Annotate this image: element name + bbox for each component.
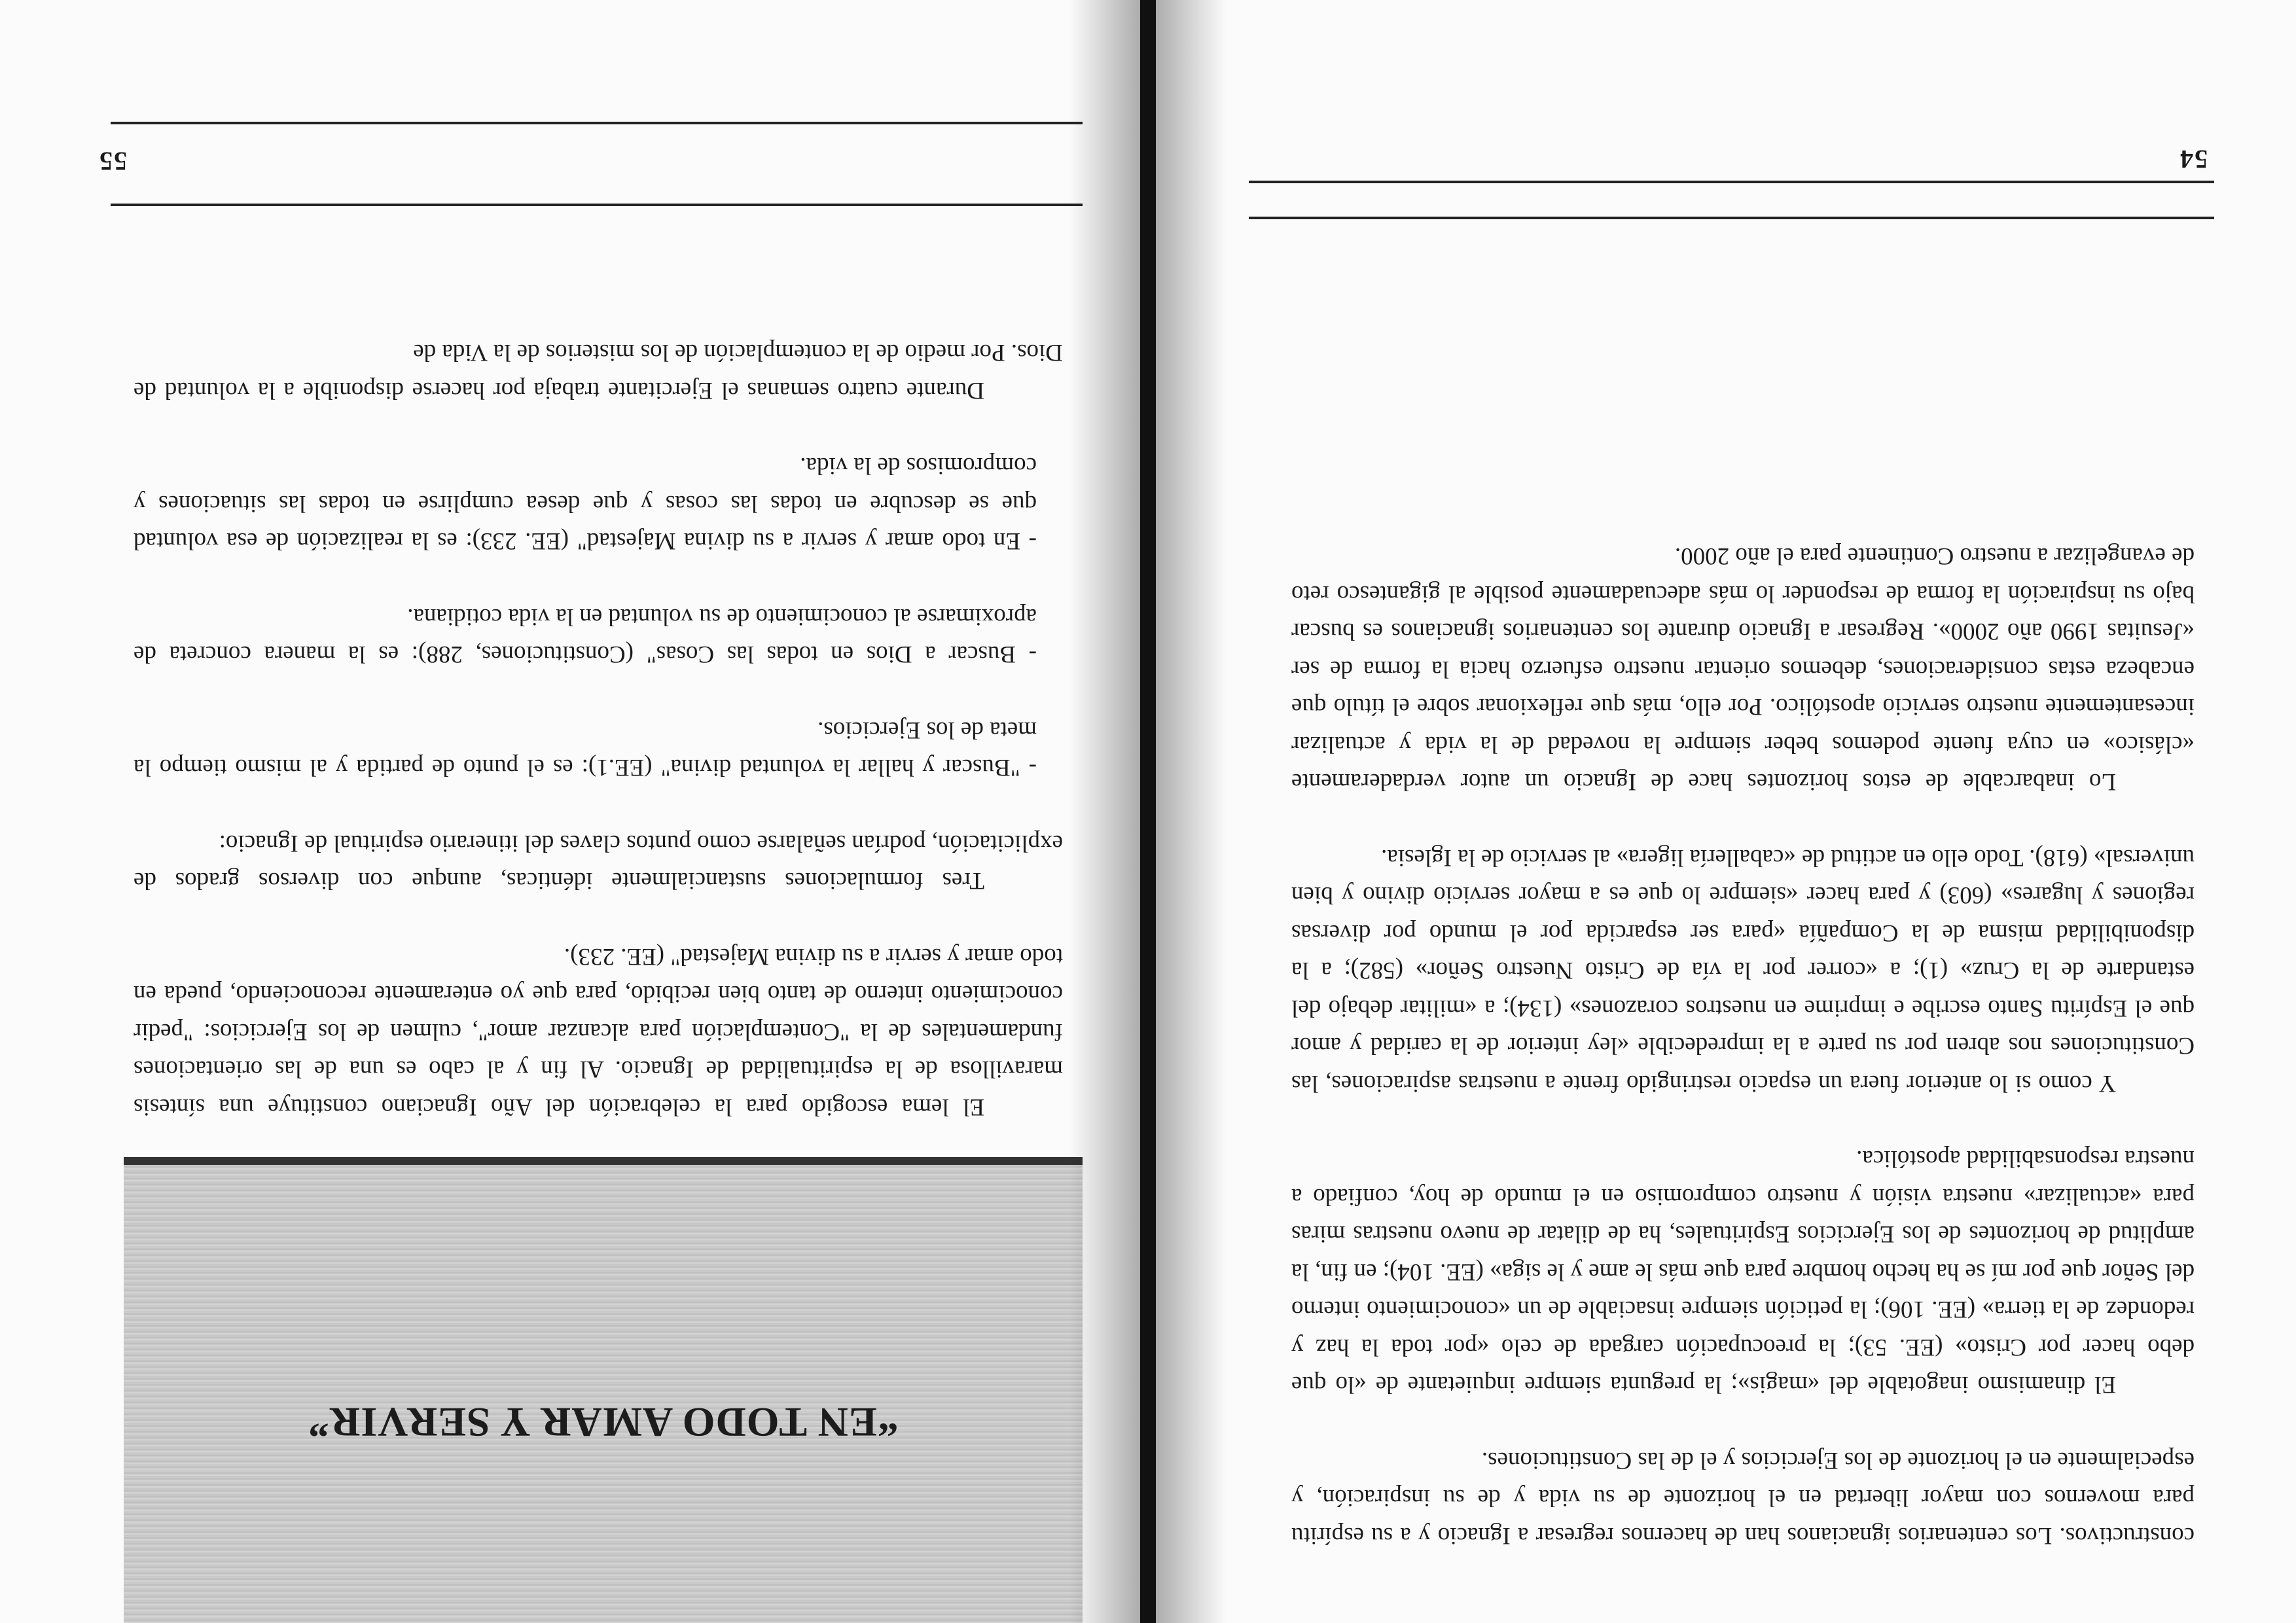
header-rule-top	[1249, 217, 2214, 219]
page-number: 55	[98, 147, 127, 176]
chapter-title: “EN TODO AMAR Y SERVIR”	[308, 1399, 899, 1446]
chapter-title-box	[124, 1157, 1083, 1623]
binding-shadow	[1147, 0, 1226, 1623]
page-55-body	[134, 334, 1063, 1126]
paragraph: El dinamismo inagotable del «magis»; la pregunta siempre inquietante de «lo que debo hacer por Cristo» (EE. 53); la preocupación cargada de celo «por toda la haz y redondez de la tierra» (EE. 106); la petición siempre insaciable de un «conocimiento interno del Señor que por mí se ha hecho hombre para que más le ame y le siga» (EE. 104); en fin, la amplitud de horizontes de los Ejercicios Espirituales, ha de dilatar de nuevo nuestras miras para «actualizar» nuestra visión y nuestro compromiso en el mundo de hoy, confiado a nuestra responsabilidad apostólica.	[1291, 1145, 2195, 1399]
binding-shadow	[1069, 0, 1148, 1623]
paragraph: Tres formulaciones sustancialmente idénticas, aunque con diversos grados de explicitación, podrían señalarse como puntos claves del itinerario espiritual de Ignacio:	[134, 830, 1063, 895]
paragraph: Y como si lo anterior fuera un espacio restringido frente a nuestras aspiraciones, las Constituciones nos abren por su parte a la impredecible «ley interior de la caridad y amor que el Espíritu Santo escribe e imprime en nuestros corazones» (134); a «militar debajo del estandarte de la Cruz» (1); a «correr por la vía de Cristo Nuestro Señor» (582); a la disponibilidad misma de la Compañía «para ser esparcida por el mundo por diversas regiones y lugares» (603) y para hacer «siempre lo que es a mayor servicio divino y bien universal» (618). Todo ello en actitud de «caballería ligera» al servicio de la Iglesia.	[1291, 844, 2195, 1097]
header-rule-top	[111, 204, 1083, 206]
list-item: - En todo amar y servir a su divina Majestad" (EE. 233): es la realización de esa voluntad que se descubre en todas las cosas y que desea cumplirse en todas las situaciones y compromisos de la vida.	[134, 452, 1037, 555]
page-54-body	[1291, 537, 2195, 1554]
paragraph: El lema escogido para la celebración del Año Ignaciano constituye una síntesis maravillosa de la espiritualidad de Ignacio. Al fin y al cabo es una de las orientaciones fundamentales de la "Contemplación para alcanzar amor", culmen de los Ejercicios: "pedir conocimiento interno de tanto bien recibido, para que yo enteramente reconociendo, pueda en todo amar y servir a su divina Majestad" (EE. 233).	[134, 943, 1063, 1120]
paragraph: Lo inabarcable de estos horizontes hace de Ignacio un autor verdaderamente «clásico» en cuya fuente podemos beber siempre la novedad de la vida y actualizar incesantemente nuestro servicio apostólico. Por ello, más que reflexionar sobre el título que encabeza estas consideraciones, debemos orientar nuestro esfuerzo hacia la forma de ser «Jesuitas 1990 año 2000». Regresar a Ignacio durante los centenarios ignacianos es buscar bajo su inspiración la forma de responder lo más adecuadamente posible al gigantesco reto de evangelizar a nuestro Continente para el año 2000.	[1291, 543, 2195, 796]
book-spine	[1140, 0, 1156, 1623]
page-54	[1148, 0, 2296, 1623]
header-rule-bottom	[1249, 181, 2214, 183]
page-number: 54	[2179, 145, 2208, 174]
header-rule-bottom	[111, 122, 1083, 124]
paragraph: constructivos. Los centenarios ignacianos han de hacernos regresar a Ignacio y a su espíritu para movernos con mayor libertad en el horizonte de su vida y de su inspiración, y especialmente en el horizonte de los Ejercicios y el de las Constituciones.	[1291, 1447, 2195, 1549]
list-item: - Buscar a Dios en todas las Cosas" (Constituciones, 288): es la manera concreta de aproximarse al conocimiento de su voluntad en la vida cotidiana.	[134, 603, 1037, 668]
list-item: - "Buscar y hallar la voluntad divina" (EE.1): es el punto de partida y al mismo tiempo la meta de los Ejercicios.	[134, 717, 1037, 781]
paragraph: Durante cuatro semanas el Ejercitante trabaja por hacerse disponible a la voluntad de Dios. Por medio de la contemplación de los misterios de la Vida de	[134, 339, 1063, 404]
